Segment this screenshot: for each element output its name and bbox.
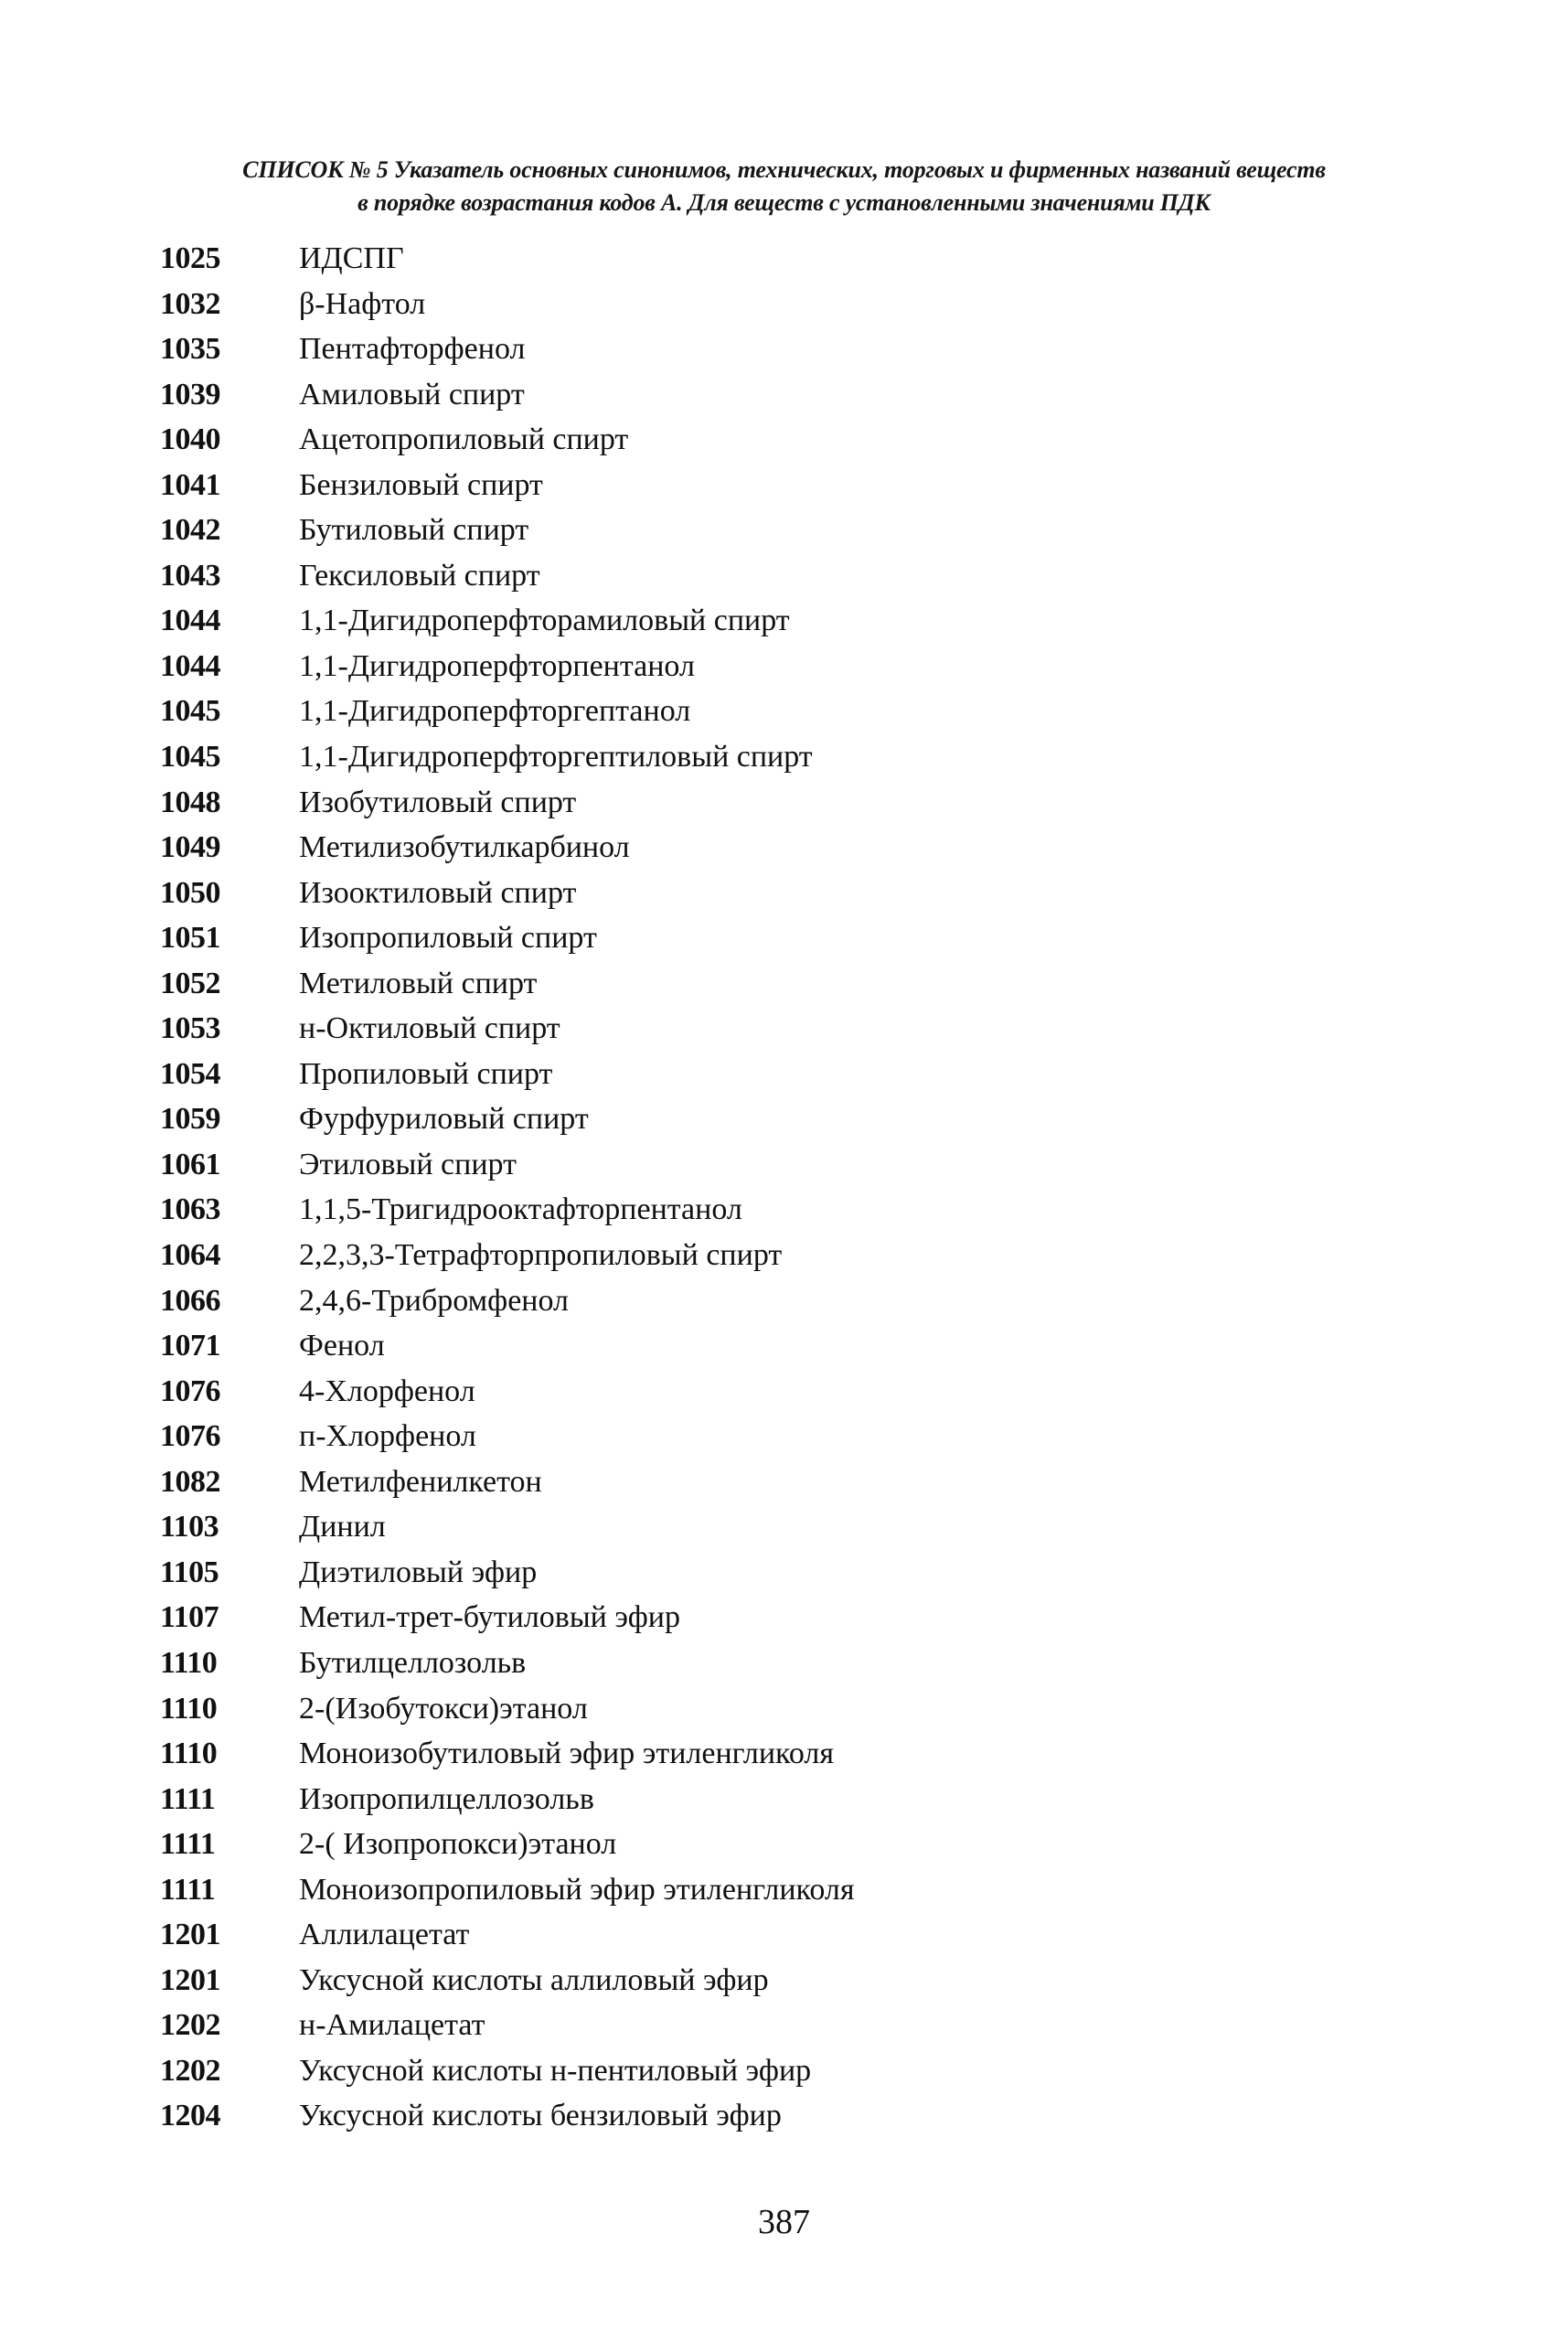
list-item [160, 1595, 1349, 1641]
entry-name: Этиловый спирт [299, 1147, 517, 1181]
list-item [160, 1912, 1349, 1958]
list-item [160, 871, 1349, 916]
entry-name: 1,1-Дигидроперфторпентанол [299, 648, 695, 683]
entry-name: Аллилацетат [299, 1918, 470, 1952]
entry-name: Метил-трет-бутиловый эфир [299, 1600, 680, 1635]
entry-code: 1071 [160, 1329, 220, 1363]
list-item [160, 2003, 1349, 2048]
entry-code: 1064 [160, 1238, 220, 1273]
list-item [160, 326, 1349, 372]
list-item [160, 689, 1349, 734]
entry-name: Метилизобутилкарбинол [299, 830, 630, 865]
entry-name: Бензиловый спирт [299, 467, 543, 502]
entry-code: 1105 [160, 1555, 219, 1589]
entry-code: 1111 [160, 1872, 216, 1907]
entry-name: ИДСПГ [299, 241, 404, 275]
list-item [160, 1731, 1349, 1777]
entry-code: 1040 [160, 422, 220, 457]
list-item [160, 236, 1349, 282]
list-item [160, 1504, 1349, 1550]
entry-name: Динил [299, 1510, 386, 1544]
list-item [160, 508, 1349, 553]
entry-code: 1054 [160, 1056, 220, 1091]
list-item [160, 282, 1349, 327]
entry-name: н-Амилацетат [299, 2008, 485, 2043]
list-item [160, 915, 1349, 961]
list-item [160, 1096, 1349, 1142]
entry-name: Бутилцеллозольв [299, 1645, 527, 1680]
entry-code: 1043 [160, 558, 220, 593]
entry-name: Ацетопропиловый спирт [299, 422, 629, 457]
list-item [160, 417, 1349, 463]
list-item [160, 1278, 1349, 1324]
list-item [160, 1550, 1349, 1596]
list-item [160, 1187, 1349, 1233]
entry-name: 1,1-Дигидроперфторгептиловый спирт [299, 740, 813, 775]
list-item [160, 734, 1349, 780]
list-item [160, 598, 1349, 644]
list-item [160, 1414, 1349, 1459]
entry-code: 1103 [160, 1510, 219, 1544]
entry-code: 1045 [160, 740, 220, 775]
entry-name: 1,1,5-Тригидрооктафторпентанол [299, 1192, 742, 1227]
entry-list [160, 236, 1349, 2139]
entry-code: 1111 [160, 1781, 216, 1816]
entry-code: 1025 [160, 241, 220, 275]
entry-code: 1063 [160, 1192, 220, 1227]
entry-name: Фенол [299, 1329, 385, 1363]
entry-name: Уксусной кислоты бензиловый эфир [299, 2099, 782, 2133]
list-item [160, 1777, 1349, 1822]
list-item [160, 1006, 1349, 1052]
list-item [160, 1142, 1349, 1188]
entry-name: Гексиловый спирт [299, 558, 540, 593]
page-number: 387 [758, 2203, 810, 2241]
entry-name: Уксусной кислоты н-пентиловый эфир [299, 2053, 812, 2088]
entry-name: 2-( Изопропокси)этанол [299, 1827, 617, 1862]
entry-code: 1041 [160, 467, 220, 502]
header-line-1: СПИСОК № 5 Указатель основных синонимов, технических, торговых и фирменных названий веществ [242, 156, 1326, 183]
entry-name: Моноизобутиловый эфир этиленгликоля [299, 1737, 834, 1771]
list-item [160, 780, 1349, 826]
entry-code: 1044 [160, 648, 220, 683]
list-item [160, 2093, 1349, 2139]
entry-name: н-Октиловый спирт [299, 1011, 560, 1046]
entry-name: Фурфуриловый спирт [299, 1102, 589, 1137]
entry-code: 1035 [160, 332, 220, 367]
list-item [160, 1958, 1349, 2004]
entry-name: Амиловый спирт [299, 377, 525, 411]
entry-name: β-Нафтол [299, 286, 426, 321]
list-item [160, 553, 1349, 599]
entry-code: 1111 [160, 1827, 216, 1862]
entry-code: 1042 [160, 513, 220, 548]
page-header [0, 154, 1568, 219]
entry-code: 1110 [160, 1737, 218, 1771]
entry-code: 1032 [160, 286, 220, 321]
list-item [160, 1052, 1349, 1097]
entry-code: 1076 [160, 1419, 220, 1454]
header-line-2: в порядке возрастания кодов А. Для веществ с установленными значениями ПДК [357, 189, 1211, 216]
entry-code: 1039 [160, 377, 220, 411]
entry-code: 1048 [160, 785, 220, 819]
entry-name: Диэтиловый эфир [299, 1555, 538, 1589]
entry-name: Пентафторфенол [299, 332, 526, 367]
entry-code: 1049 [160, 830, 220, 865]
entry-code: 1053 [160, 1011, 220, 1046]
entry-name: Изооктиловый спирт [299, 875, 577, 910]
entry-code: 1110 [160, 1691, 218, 1726]
entry-code: 1076 [160, 1373, 220, 1408]
entry-name: Изопропилцеллозольв [299, 1781, 594, 1816]
entry-code: 1050 [160, 875, 220, 910]
entry-name: 2-(Изобутокси)этанол [299, 1691, 588, 1726]
list-item [160, 1323, 1349, 1369]
entry-name: Уксусной кислоты аллиловый эфир [299, 1962, 769, 1997]
entry-name: Метиловый спирт [299, 966, 538, 1000]
entry-code: 1066 [160, 1283, 220, 1318]
list-item [160, 463, 1349, 508]
entry-code: 1201 [160, 1918, 220, 1952]
entry-name: 1,1-Дигидроперфторгептанол [299, 694, 691, 729]
list-item [160, 1369, 1349, 1415]
entry-name: п-Хлорфенол [299, 1419, 476, 1454]
entry-name: Бутиловый спирт [299, 513, 529, 548]
list-item [160, 372, 1349, 418]
list-item [160, 2048, 1349, 2094]
list-item [160, 644, 1349, 689]
entry-name: Пропиловый спирт [299, 1056, 553, 1091]
entry-code: 1110 [160, 1645, 218, 1680]
entry-code: 1204 [160, 2099, 220, 2133]
entry-name: Метилфенилкетон [299, 1464, 542, 1499]
entry-name: Изобутиловый спирт [299, 785, 577, 819]
list-item [160, 1686, 1349, 1732]
entry-code: 1044 [160, 604, 220, 638]
list-item [160, 1822, 1349, 1867]
entry-name: Моноизопропиловый эфир этиленгликоля [299, 1872, 855, 1907]
list-item [160, 1867, 1349, 1913]
entry-code: 1061 [160, 1147, 220, 1181]
entry-name: 2,2,3,3-Тетрафторпропиловый спирт [299, 1238, 783, 1273]
list-item [160, 1459, 1349, 1505]
list-item [160, 1641, 1349, 1686]
entry-name: Изопропиловый спирт [299, 921, 597, 956]
list-item [160, 961, 1349, 1007]
entry-name: 1,1-Дигидроперфторамиловый спирт [299, 604, 790, 638]
entry-code: 1082 [160, 1464, 220, 1499]
entry-code: 1052 [160, 966, 220, 1000]
entry-code: 1045 [160, 694, 220, 729]
entry-code: 1051 [160, 921, 220, 956]
list-item [160, 1233, 1349, 1278]
entry-code: 1059 [160, 1102, 220, 1137]
entry-code: 1201 [160, 1962, 220, 1997]
entry-code: 1202 [160, 2008, 220, 2043]
list-item [160, 825, 1349, 871]
entry-name: 2,4,6-Трибромфенол [299, 1283, 569, 1318]
entry-name: 4-Хлорфенол [299, 1373, 475, 1408]
entry-code: 1202 [160, 2053, 220, 2088]
entry-code: 1107 [160, 1600, 219, 1635]
